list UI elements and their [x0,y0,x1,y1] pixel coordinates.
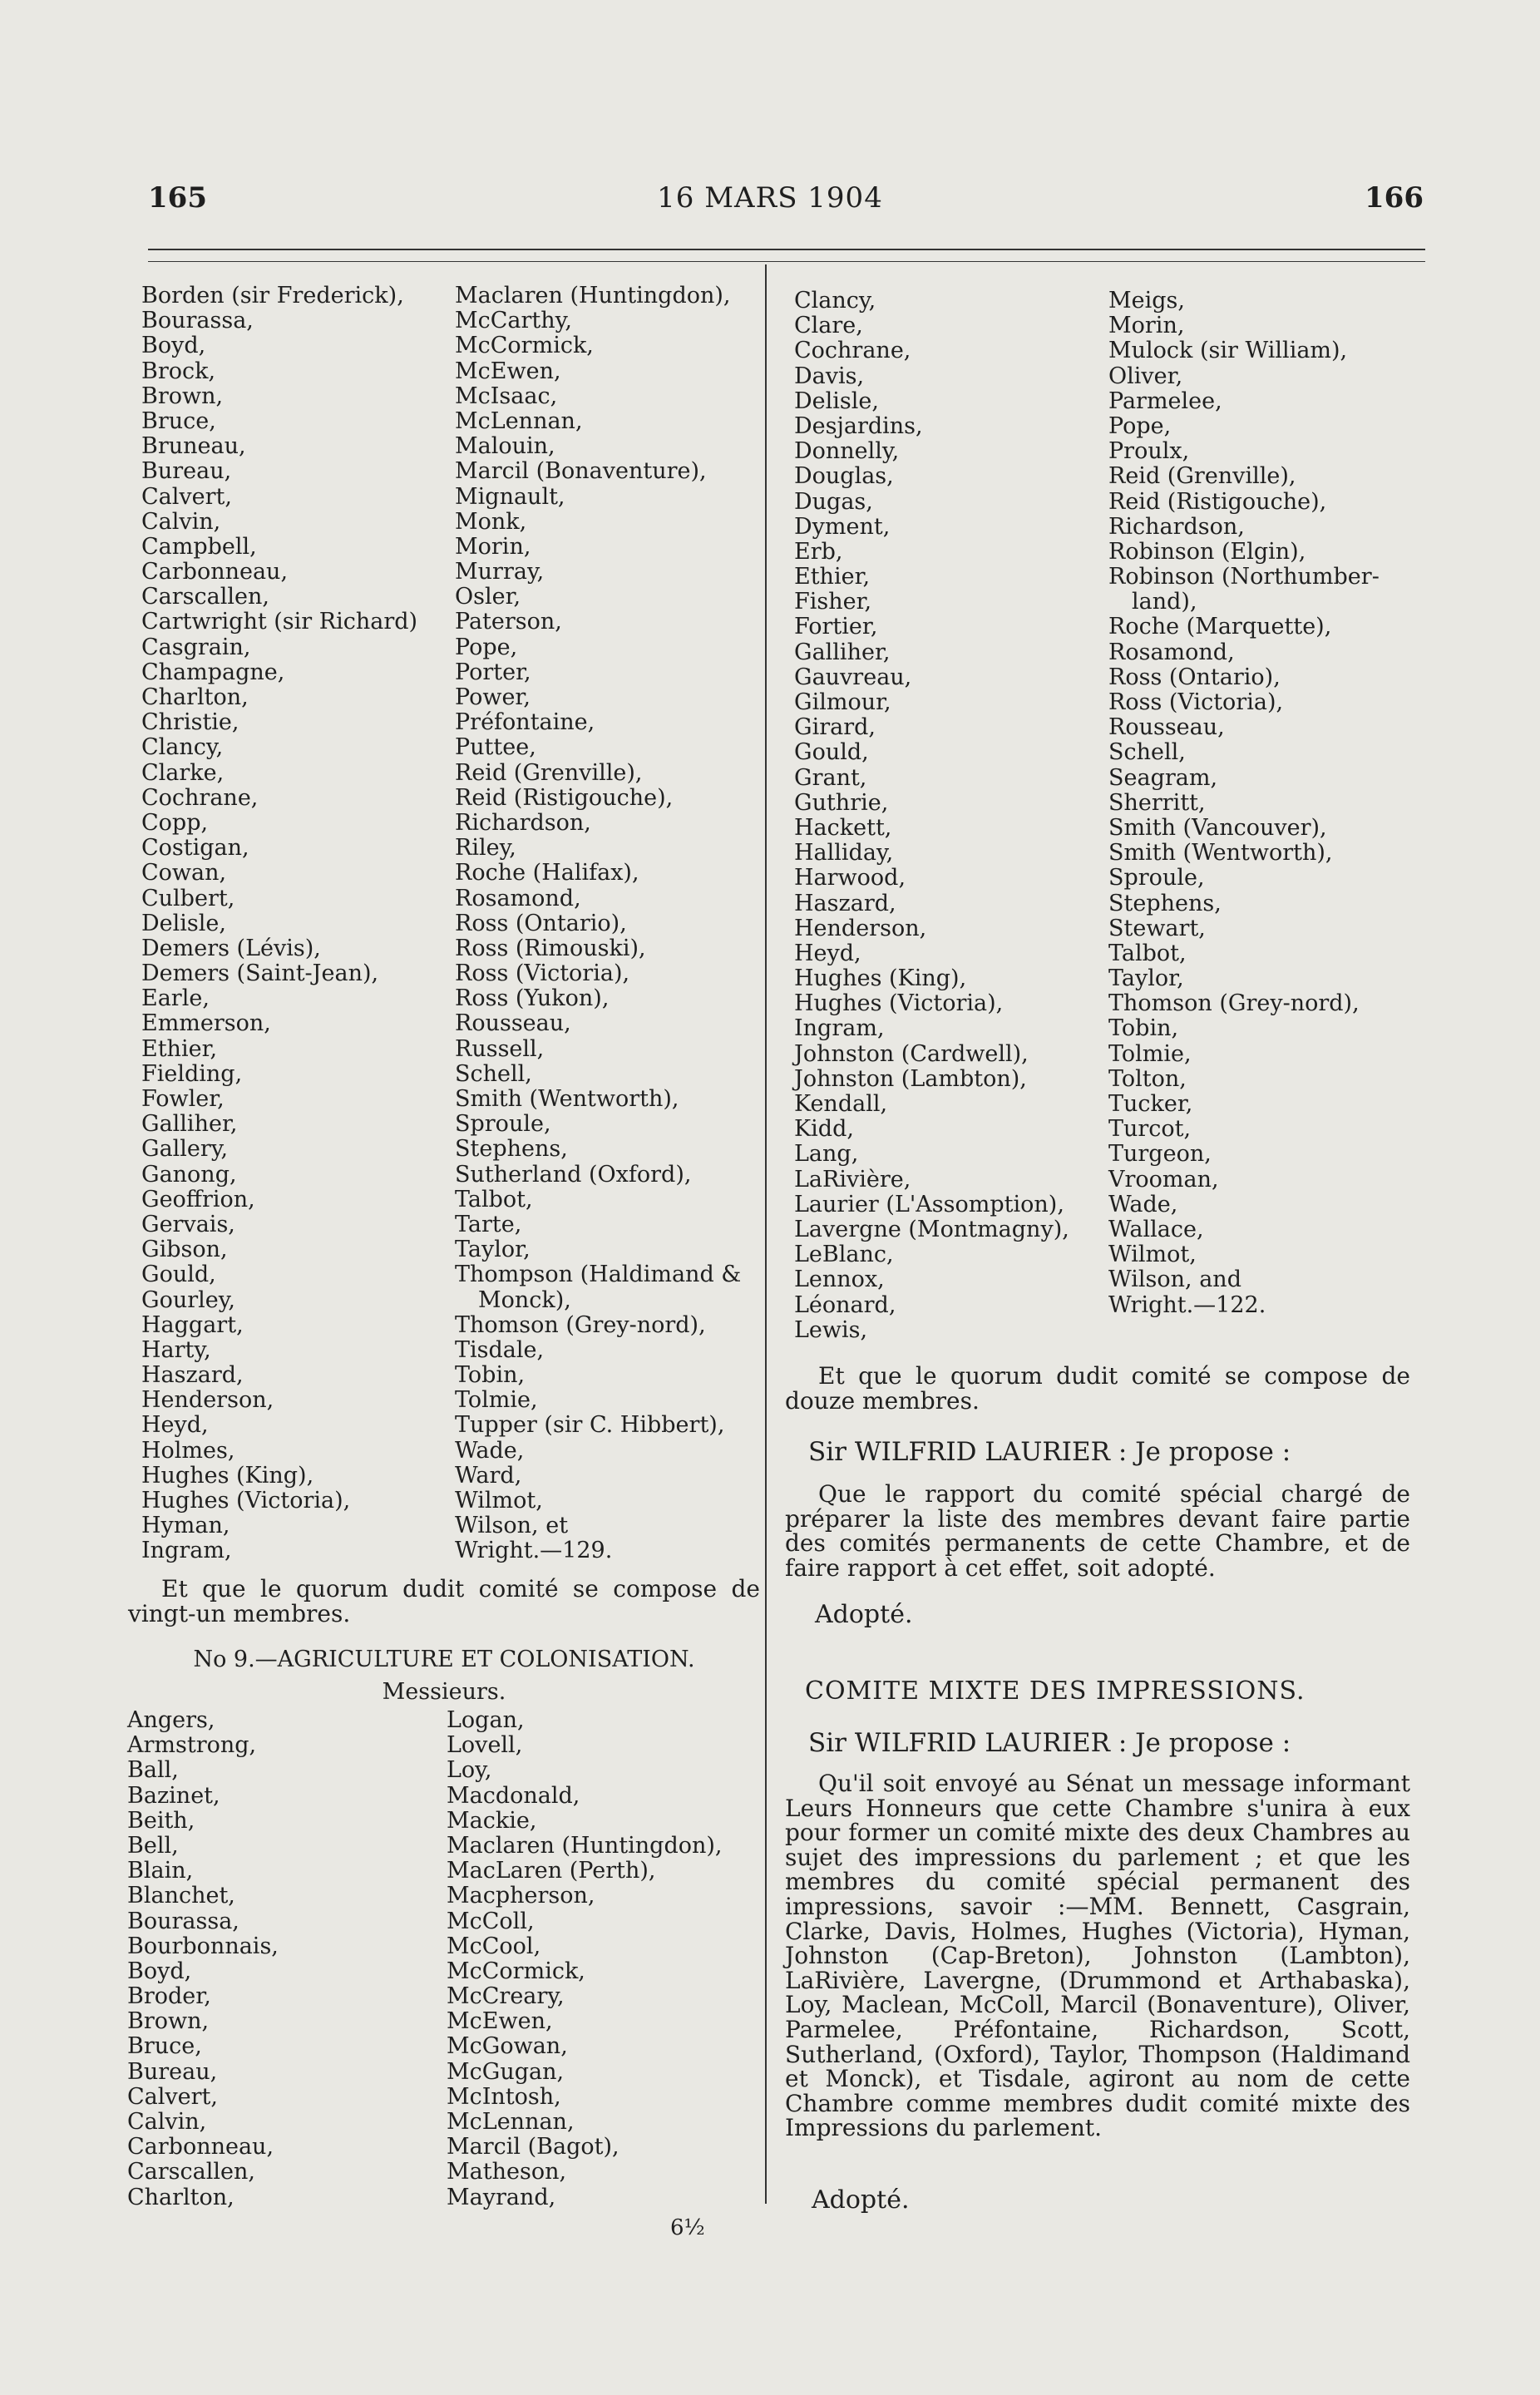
member-list-left-b-col1 [127,1708,279,2210]
member-name: Demers (Saint-Jean), [141,960,379,987]
member-name: Haszard, [794,890,896,916]
member-name: Léonard, [794,1291,896,1318]
member-name: Armstrong, [127,1732,257,1759]
member-name: Stewart, [1108,915,1206,941]
member-name: Meigs, [1108,288,1185,314]
member-name: Calvert, [127,2083,218,2110]
member-name: Donnelly, [794,438,900,465]
member-name: Fowler, [141,1086,225,1112]
member-name: Thomson (Grey-nord), [455,1311,706,1338]
member-name: Cochrane, [141,784,259,811]
proposal-1-text: Que le rapport du comité spécial chargé de préparer la liste des membres devant faire partie des comités permanents de cette Chambre, et de faire rapport à cet effet, soit adopté. [785,1480,1410,1582]
member-name: Bureau, [141,458,232,485]
messieurs-label: Messieurs. [382,1679,506,1705]
member-name: Smith (Vancouver), [1108,814,1327,841]
member-name: Hughes (Victoria), [794,990,1004,1017]
member-name: Guthrie, [794,789,889,816]
member-name: Malouin, [455,433,555,460]
member-name: Haggart, [141,1311,244,1338]
member-name: Demers (Lévis), [141,935,321,961]
member-name: Broder, [127,1983,211,2010]
member-name: Wright.—122. [1108,1291,1266,1318]
member-name: Wade, [1108,1191,1178,1217]
member-name: Fortier, [794,614,878,640]
member-name: Gould, [141,1262,216,1288]
member-list-left-a-col1 [141,284,417,1564]
member-name: McEwen, [455,358,561,384]
header-rule-thin [148,261,1425,262]
adopte-2: Adopté. [812,2185,910,2215]
member-name: Porter, [455,659,531,685]
member-name: Delisle, [141,910,226,936]
member-name: Carbonneau, [141,559,289,585]
member-name: Blanchet, [127,1883,235,1909]
member-name: Thomson (Grey-nord), [1108,990,1360,1017]
member-name: Angers, [127,1707,215,1733]
member-name: Bruneau, [141,433,246,460]
member-name: Lennox, [794,1267,885,1293]
member-name: Haszard, [141,1362,244,1389]
member-name: LeBlanc, [794,1242,894,1268]
member-name: MacLaren (Perth), [447,1858,656,1884]
member-name: Rosamond, [1108,639,1235,665]
member-name: Turcot, [1108,1116,1192,1143]
member-name: Calvin, [141,508,221,535]
member-name: Lewis, [794,1316,868,1343]
member-name: Rousseau, [1108,714,1225,741]
member-name: Borden (sir Frederick), [141,283,404,309]
quorum-left: Et que le quorum dudit comité se compose de vingt-un membres. [128,1575,760,1627]
member-name: LaRivière, [794,1166,911,1193]
member-name: Ball, [127,1757,179,1784]
member-name: Sproule, [455,1111,551,1138]
member-name: McLennan, [455,407,583,434]
member-name: Clarke, [141,759,225,786]
member-name: Halliday, [794,840,894,867]
member-name: Carscallen, [141,584,269,610]
member-name: McLennan, [447,2109,575,2135]
member-name: Tolmie, [1108,1040,1192,1067]
member-name: Ingram, [141,1538,232,1564]
member-name: Kendall, [794,1091,888,1117]
member-name: Galliher, [794,639,891,665]
member-name: Russell, [455,1035,545,1062]
member-name: Monk, [455,508,527,535]
member-name: Ethier, [794,564,871,590]
member-name: Gauvreau, [794,664,912,690]
member-name: Wilmot, [1108,1242,1197,1268]
folio-mark: 6½ [670,2215,705,2240]
column-divider [765,264,767,2204]
member-name: Seagram, [1108,764,1218,791]
member-name: Erb, [794,538,843,565]
member-name: Oliver, [1108,363,1183,389]
committee-title-agriculture: No 9.—AGRICULTURE ET COLONISATION. [193,1647,695,1672]
member-name: Clancy, [794,288,876,314]
member-name: Matheson, [447,2159,567,2185]
member-name: Galliher, [141,1111,238,1138]
member-name: Grant, [794,764,867,791]
member-name: Tobin, [455,1362,526,1389]
member-name: Cartwright (sir Richard) [141,609,418,635]
member-name: Bell, [127,1832,179,1859]
member-name: Gibson, [141,1237,228,1263]
member-name: Tupper (sir C. Hibbert), [455,1412,725,1439]
member-name: Murray, [455,559,545,585]
member-name: Morin, [455,533,531,560]
member-name: Schell, [455,1060,532,1087]
member-name: Gallery, [141,1136,229,1163]
member-name: Turgeon, [1108,1141,1212,1168]
page-number-right: 166 [1365,181,1424,215]
member-name: Bruce, [141,407,216,434]
page-number-left: 165 [148,181,207,215]
member-name: Tarte, [455,1211,522,1237]
member-name: Henderson, [794,915,927,941]
member-name: Wright.—129. [455,1538,613,1564]
member-name: Holmes, [141,1437,235,1464]
member-name: Ethier, [141,1035,218,1062]
member-name: Boyd, [141,333,206,359]
member-name: Reid (Grenville), [1108,463,1296,490]
member-name: Reid (Grenville), [455,759,643,786]
member-name: Ross (Victoria), [1108,689,1284,715]
member-name: Ross (Victoria), [455,960,630,987]
proposal-2-text: Qu'il soit envoyé au Sénat un message informant Leurs Honneurs que cette Chambre s'unira à eux pour former un comité mixte des deux Chambres au sujet des impressions du parlement ; et que les membres du comité spécial permanent des impressions, savoir :—MM. Bennett, Casgrain, Clarke, Davis, Holmes, Hughes (Victoria), Hyman, Johnston (Cap-Breton), Johnston (Lambton), LaRivière, Lavergne, (Drummond et Arthabaska), Loy, Maclean, McColl, Marcil (Bonaventure), Oliver, Parmelee, Préfontaine, Richardson, Scott, Sutherland, (Oxford), Taylor, Thompson (Haldimand et Monck), et Tisdale, agiront au nom de cette Chambre comme membres dudit comité mixte des Impressions du parlement. [785,1770,1410,2142]
member-name: Talbot, [455,1186,533,1212]
member-name: Taylor, [455,1237,531,1263]
member-name: Mackie, [447,1807,537,1834]
member-name: Henderson, [141,1387,274,1414]
member-name: Stephens, [1108,890,1222,916]
member-name: Paterson, [455,609,562,635]
member-name: Pope, [455,634,518,660]
member-name: Préfontaine, [455,709,595,736]
member-name: McCormick, [455,333,594,359]
member-name: Ganong, [141,1161,237,1188]
member-name: Delisle, [794,388,879,414]
member-name: Earle, [141,985,210,1012]
member-name: Logan, [447,1707,525,1733]
member-name: Richardson, [1108,513,1245,540]
member-list-left-b-col2 [447,1708,723,2210]
member-name: Christie, [141,709,239,736]
member-name: Macdonald, [447,1782,580,1809]
speaker-laurier-1: Sir WILFRID LAURIER : Je propose : [808,1437,1291,1467]
member-name: Sherritt, [1108,789,1206,816]
member-name: Tolmie, [455,1387,538,1414]
member-name: Bazinet, [127,1782,220,1809]
member-name: Mulock (sir William), [1108,338,1348,364]
member-name: Heyd, [141,1412,209,1439]
member-name: Osler, [455,584,521,610]
member-name: Johnston (Lambton), [794,1065,1027,1092]
member-name: Hughes (King), [141,1462,314,1489]
member-name: Richardson, [455,809,591,836]
member-name: Champagne, [141,659,285,685]
member-name: Talbot, [1108,940,1187,966]
member-name: Mayrand, [447,2184,556,2210]
member-name: Rosamond, [455,885,581,911]
member-name: Fielding, [141,1060,243,1087]
member-name: McCormick, [447,1958,585,1984]
member-name: Charlton, [127,2184,234,2210]
member-name: Brown, [141,383,224,409]
member-name: Tolton, [1108,1065,1187,1092]
member-name: Campbell, [141,533,257,560]
member-name: Tucker, [1108,1091,1193,1117]
member-name: Schell, [1108,739,1186,766]
member-name: Charlton, [141,684,249,710]
member-name: Harty, [141,1336,211,1363]
member-name: Boyd, [127,1958,192,1984]
member-name: McGowan, [447,2033,568,2060]
member-name: Monck), [478,1286,571,1313]
member-name: McCreary, [447,1983,565,2010]
member-name: Maclaren (Huntingdon), [447,1832,723,1859]
member-name: Calvin, [127,2109,207,2135]
member-name: Ross (Yukon), [455,985,610,1012]
member-name: Tisdale, [455,1336,545,1363]
member-name: Riley, [455,835,516,862]
member-name: Hughes (King), [794,965,967,992]
member-name: Culbert, [141,885,235,911]
member-list-right-col1 [794,289,1069,1343]
member-name: Wilson, and [1108,1267,1241,1293]
member-name: Calvert, [141,483,232,510]
member-name: Robinson (Elgin), [1108,538,1306,565]
member-name: Ross (Ontario), [455,910,627,936]
member-name: McCool, [447,1933,541,1959]
committee-title-impressions: COMITE MIXTE DES IMPRESSIONS. [805,1676,1306,1706]
member-name: Laurier (L'Assomption), [794,1191,1064,1217]
member-name: Wilson, et [455,1513,569,1539]
member-name: Sproule, [1108,865,1205,891]
member-name: Blain, [127,1858,194,1884]
member-name: Gourley, [141,1286,235,1313]
member-name: Gould, [794,739,869,766]
member-name: Loy, [447,1757,492,1784]
member-name: Wade, [455,1437,525,1464]
member-name: Costigan, [141,835,249,862]
member-name: Clancy, [141,734,224,761]
member-name: McIntosh, [447,2083,561,2110]
member-name: McIsaac, [455,383,558,409]
member-name: Fisher, [794,589,872,615]
member-name: Geoffrion, [141,1186,255,1212]
member-name: Macpherson, [447,1883,595,1909]
member-name: Pope, [1108,412,1172,439]
member-name: Hyman, [141,1513,230,1539]
member-name: Beith, [127,1807,195,1834]
member-name: Ross (Ontario), [1108,664,1281,690]
member-name: Hughes (Victoria), [141,1488,351,1514]
member-name: Stephens, [455,1136,568,1163]
member-name: Vrooman, [1108,1166,1219,1193]
member-name: Gervais, [141,1211,235,1237]
member-name: land), [1132,589,1197,615]
member-name: Lang, [794,1141,859,1168]
member-name: Proulx, [1108,438,1190,465]
quorum-right: Et que le quorum dudit comité se compose de douze membres. [785,1362,1410,1415]
member-name: Mignault, [455,483,565,510]
page-date: 16 MARS 1904 [657,181,883,215]
member-name: Desjardins, [794,412,923,439]
member-name: Bourbonnais, [127,1933,279,1959]
member-name: Robinson (Northumber- [1108,564,1380,590]
member-name: Kidd, [794,1116,854,1143]
member-name: Puttee, [455,734,536,761]
member-name: Cowan, [141,860,227,886]
member-name: Rousseau, [455,1010,571,1037]
member-name: Parmelee, [1108,388,1222,414]
member-name: Davis, [794,363,865,389]
member-name: Carscallen, [127,2159,255,2185]
header-rule [148,249,1425,250]
member-name: Roche (Halifax), [455,860,639,886]
member-name: Girard, [794,714,876,741]
member-name: Harwood, [794,865,906,891]
member-name: Smith (Wentworth), [1108,840,1333,867]
member-name: Carbonneau, [127,2134,274,2160]
member-name: Copp, [141,809,209,836]
member-name: Johnston (Cardwell), [794,1040,1029,1067]
member-name: Reid (Ristigouche), [455,784,674,811]
member-name: McColl, [447,1908,535,1934]
member-name: Bureau, [127,2058,218,2085]
member-name: Lavergne (Montmagny), [794,1216,1069,1242]
member-name: Sutherland (Oxford), [455,1161,692,1188]
adopte-1: Adopté. [815,1600,913,1629]
member-name: Power, [455,684,531,710]
member-name: Clare, [794,313,863,339]
member-name: Smith (Wentworth), [455,1086,679,1112]
member-list-left-a-col2 [455,284,741,1564]
member-name: Bourassa, [141,308,254,334]
member-name: Tobin, [1108,1015,1179,1042]
member-name: Dugas, [794,488,873,515]
member-name: Bruce, [127,2033,202,2060]
member-name: Roche (Marquette), [1108,614,1332,640]
member-name: Brown, [127,2008,210,2035]
member-name: Ross (Rimouski), [455,935,646,961]
member-name: Taylor, [1108,965,1184,992]
member-name: Thompson (Haldimand & [455,1262,742,1288]
member-name: Morin, [1108,313,1185,339]
member-name: Gilmour, [794,689,891,715]
speaker-laurier-2: Sir WILFRID LAURIER : Je propose : [808,1728,1291,1758]
member-name: Ward, [455,1462,522,1489]
member-name: Emmerson, [141,1010,271,1037]
member-name: Brock, [141,358,216,384]
member-name: Bourassa, [127,1908,239,1934]
member-name: Marcil (Bonaventure), [455,458,707,485]
member-name: Wallace, [1108,1216,1204,1242]
member-name: Dyment, [794,513,891,540]
member-name: Casgrain, [141,634,251,660]
member-name: McGugan, [447,2058,565,2085]
member-name: Marcil (Bagot), [447,2134,619,2160]
member-name: Douglas, [794,463,894,490]
member-name: Hackett, [794,814,892,841]
member-name: McEwen, [447,2008,553,2035]
member-name: Cochrane, [794,338,911,364]
member-name: Ingram, [794,1015,885,1042]
member-name: McCarthy, [455,308,572,334]
member-name: Heyd, [794,940,861,966]
member-name: Lovell, [447,1732,523,1759]
member-list-right-col2 [1108,289,1380,1318]
member-name: Reid (Ristigouche), [1108,488,1327,515]
member-name: Maclaren (Huntingdon), [455,283,731,309]
member-name: Wilmot, [455,1488,543,1514]
